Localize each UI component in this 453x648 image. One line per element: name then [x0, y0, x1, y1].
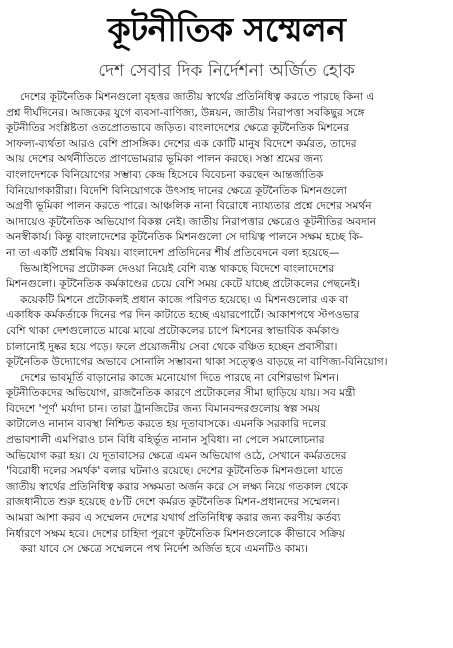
article-line: বেশি থাকা দেশগুলোতে মাঝে মাঝে প্রটোকলের চাপে মিশনের স্বাভাবিক কর্মকাণ্ড	[6, 324, 340, 337]
article-line: আয় দেশের অর্থনীতিতে প্রাণভোমরার ভূমিকা পালন করছে। সস্তা শ্রমের জন্য	[6, 153, 323, 166]
article-line: নির্ধারণে সক্ষম হবে। দেশের চাহিদা পূরণে কূটনৈতিক মিশনগুলোকে কীভাবে সক্রিয়	[6, 527, 345, 540]
article-line: কাটালেও নানান ব্যবস্থা নিশ্চিত করতে হয় দূতাবাসকে। এমনকি সরকারি দলের	[6, 418, 327, 431]
article-line: অনস্বীকার্য। কিন্তু বাংলাদেশের কূটনৈতিক মিশনগুলো সে দায়িত্ব পালনে সক্ষম হচ্ছে কি-	[6, 231, 363, 244]
article-line: অভিযোগ করা হয়। যে দূতাবাসের ক্ষেত্রে এমন অভিযোগ ওঠে, সেখানে কর্মরতদের	[6, 449, 347, 462]
article-line: প্রভাবশালী এমপিরাও চান বিধি বহির্ভূত নানান সুবিধা। না পেলে সমালোচনার	[6, 434, 325, 447]
article-line: জাতীয় স্বার্থের প্রতিনিধিত্ব করার সক্ষমতা অর্জন করে সে লক্ষ্য নিয়ে গতকাল থেকে	[6, 480, 348, 493]
article-line: ভিআইপিদের প্রটোকল দেওয়া নিয়েই বেশি ব্যস্ত থাকছে বিদেশে বাংলাদেশের	[20, 262, 335, 275]
article-line: কয়েকটি মিশনে প্রটোকলই প্রধান কাজে পরিণত হয়েছে। এ মিশনগুলোর এক বা	[20, 293, 349, 306]
article-line: দেশের কূটনৈতিক মিশনগুলো বৃহত্তর জাতীয় স্বার্থের প্রতিনিধিত্ব করতে পারছে কিনা এ	[20, 91, 375, 103]
article-line: বিনিয়োগকারীরা। বিদেশি বিনিয়োগকে উৎসাহ দানের ক্ষেত্রে কূটনৈতিক মিশনগুলো	[6, 184, 347, 197]
article-line: একাধিক কর্মকর্তাকে দিনের পর দিন কাটাতে হচ্ছে এয়ারপোর্টে। আকাশপথে স্টপওভার	[6, 309, 360, 322]
article-line: আদায়েও কূটনৈতিক অভিযোগ বিকল্প নেই। জাতীয় নিরাপত্তার ক্ষেত্রেও কূটনীতির অবদান	[6, 215, 377, 228]
article-line: সাফল্য-ব্যর্থতা আরও বেশি প্রাসঙ্গিক। দেশের এক কোটি মানুষ বিদেশে কর্মরত, তাদের	[6, 137, 357, 150]
article-line: করা যাবে সে ক্ষেত্রে সম্মেলনে পথ নির্দেশ অর্জিত হবে এমনটিও কাম্য।	[20, 543, 309, 556]
article-line: আমরা আশা করব এ সম্মেলন দেশের যথার্থ প্রতিনিধিত্ব করার জন্য করণীয় কর্তব্য	[6, 512, 341, 525]
article-line: কূটনৈতিক উদ্যোগের অভাবে সোনালি সম্ভাবনা থাকা সত্ত্বেও বাড়ছে না বাণিজ্য-বিনিয়োগ।	[6, 356, 388, 369]
article-line: বিদেশে 'পূর্ণ' মর্যাদা চান। তারা ট্রানজিটের জন্য বিমানবন্দরগুলোয় স্বল্প সময়	[6, 402, 321, 415]
subheadline: দেশ সেবার দিক নির্দেশনা অর্জিত হোক	[98, 61, 355, 81]
article-line: না তা একটি প্রশ্নবিদ্ধ বিষয়। বাংলাদেশ প্রতিদিনের শীর্ষ প্রতিবেদনে বলা হয়েছে—	[6, 246, 340, 259]
article-line: কূটনীতিকদের অভিযোগ, রাজনৈতিক কারণে প্রটোকলের সীমা ছাড়িয়ে যায়। সব মন্ত্রী	[6, 387, 356, 400]
article-line: চালানোই দুষ্কর হয়ে পড়ে। ফলে প্রয়োজনীয় সেবা থেকে বঞ্চিত হচ্ছেন প্রবাসীরা।	[6, 340, 338, 353]
article-line: রাজধানীতে শুরু হয়েছে ৫৮টি দেশে কর্মরত কূটনৈতিক মিশন-প্রধানদের সম্মেলন।	[6, 496, 340, 509]
article-line: বাংলাদেশকে বিনিয়োগের সম্ভাব্য কেন্দ্র হিসেবে বিবেচনা করছেন আন্তর্জাতিক	[6, 168, 324, 181]
article-line: অগ্রণী ভূমিকা পালন করতে পারে। আঞ্চলিক নানা বিরোধে ন্যায্যতার প্রশ্নে দেশের সমর্থন	[6, 200, 372, 213]
article-line: দেশের ভাবমূর্তি বাড়ানোর কাজে মনোযোগ দিতে পারছে না বেশিরভাগ মিশন।	[20, 371, 339, 384]
article-line: কূটনীতির সংশ্লিষ্টতা ওতপ্রোতভাবে জড়িত। বাংলাদেশের ক্ষেত্রে কূটনৈতিক মিশনের	[6, 122, 350, 135]
article-line: মিশনগুলো। কূটনৈতিক কর্মকাণ্ডের চেয়ে বেশি সময় কেটে যাচ্ছে প্রটোকলের পেছনেই।	[6, 278, 360, 291]
headline: কূটনীতিক সম্মেলন	[107, 10, 346, 49]
article-line: 'বিরোধী দলের সমর্থক' বলার ঘটনাও রয়েছে। দেশের কূটনৈতিক মিশনগুলো যাতে	[6, 465, 343, 478]
article-body	[6, 90, 447, 558]
article-line: প্রশ্ন দীর্ঘদিনের। আজকের যুগে ব্যবসা-বাণিজ্য, উন্নয়ন, জাতীয় নিরাপত্তা সবকিছুর সঙ্গে	[6, 106, 365, 119]
